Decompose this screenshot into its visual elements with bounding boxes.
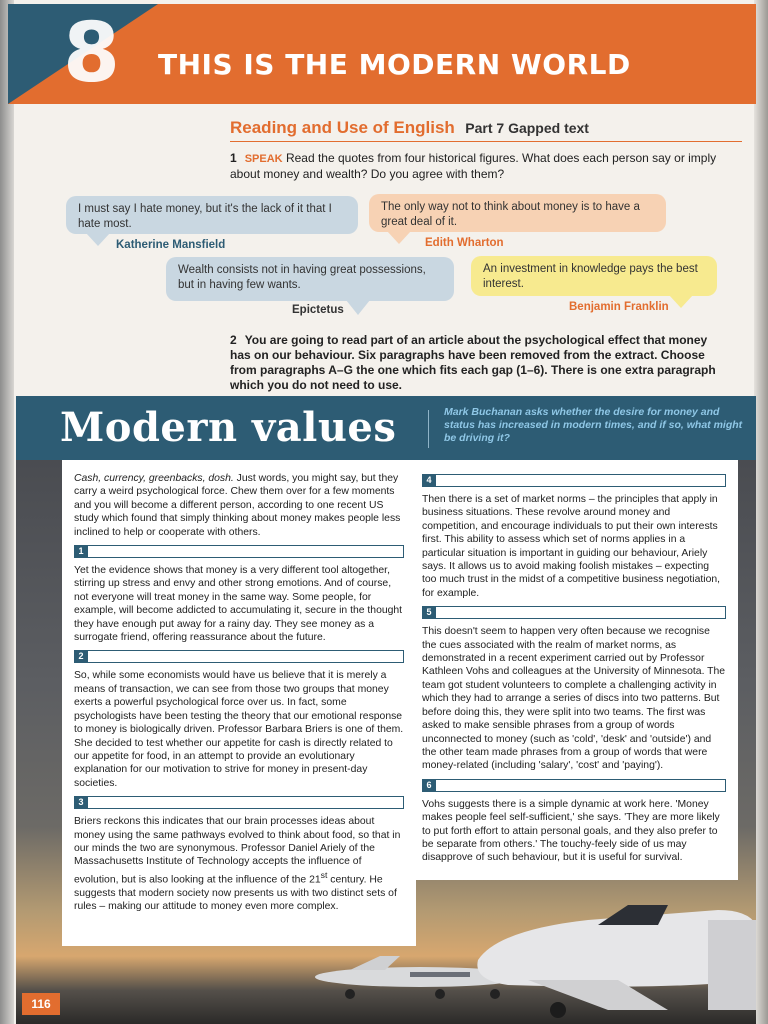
task-1 <box>230 151 730 182</box>
gap-3[interactable] <box>74 796 404 809</box>
unit-number: 8 <box>63 6 121 101</box>
quote-author: Edith Wharton <box>425 237 504 249</box>
gap-2[interactable] <box>74 650 404 663</box>
task-2-text: You are going to read part of an article about the psychological effect that money has on our behaviour. Six paragraphs have been removed from the extract. Choose from paragraphs A–G the one which fits each gap (1–6). There is one extra paragraph which you do not need to use. <box>230 333 716 392</box>
article-title: Modern values <box>60 404 397 451</box>
gap-number: 1 <box>74 545 88 558</box>
gap-number: 6 <box>422 779 436 792</box>
gap-6[interactable] <box>422 779 726 792</box>
task-2 <box>230 333 730 393</box>
article-paragraph: This doesn't seem to happen very often because we recognise the cues associated with the realm of market norms, as demonstrated in a recent experiment carried out by Professor Kathleen Vohs and colleagues at the University of Minnesota. The team got student volunteers to complete a challenging activity in which they had to arrange a series of discs into two patterns. But before doing this, they were split into two teams. The first was asked to make sensible phrases from a group of words unconnected to money (such as 'cold', 'desk' and 'outside') and the other team made phrases from a group of words that were money-related (including 'salary', 'cost' and 'paying'). <box>422 626 726 772</box>
quote-bubble-mansfield <box>66 196 358 234</box>
superscript: st <box>320 869 328 880</box>
gap-answer-box[interactable] <box>436 606 726 619</box>
gap-answer-box[interactable] <box>88 545 404 558</box>
quote-text: Wealth consists not in having great possessions, but in having few wants. <box>178 264 426 291</box>
bubble-tail <box>669 295 693 308</box>
gap-number: 5 <box>422 606 436 619</box>
header-divider <box>428 410 429 448</box>
bubble-tail <box>86 233 110 246</box>
article-column-right <box>410 460 738 880</box>
quote-author: Benjamin Franklin <box>569 301 669 313</box>
gap-answer-box[interactable] <box>436 779 726 792</box>
quote-text: The only way not to think about money is to have a great deal of it. <box>381 201 640 228</box>
article-paragraph <box>74 815 404 913</box>
section-heading <box>230 118 742 142</box>
quote-author: Katherine Mansfield <box>116 239 226 251</box>
task-1-number: 1 <box>230 151 237 165</box>
private-jet-icon <box>468 880 756 1020</box>
gap-number: 3 <box>74 796 88 809</box>
gap-answer-box[interactable] <box>88 650 404 663</box>
gap-answer-box[interactable] <box>88 796 404 809</box>
quote-bubble-franklin <box>471 256 717 296</box>
bubble-tail <box>387 231 411 244</box>
quote-bubble-epictetus <box>166 257 454 301</box>
task-1-text: Read the quotes from four historical figures. What does each person say or imply about money and wealth? Do you agree with them? <box>230 151 717 181</box>
task-2-number: 2 <box>230 333 237 347</box>
section-subtitle: Part 7 Gapped text <box>465 120 589 136</box>
gap-4[interactable] <box>422 474 726 487</box>
quote-author: Epictetus <box>292 304 344 316</box>
speak-label: SPEAK <box>244 153 283 165</box>
book-spine <box>0 0 14 1024</box>
gap-number: 4 <box>422 474 436 487</box>
paragraph-part: century. He suggests that modern society now presents us with two distinct sets of rules – making our attitude to money even more complex. <box>74 874 397 913</box>
intro-italic: Cash, currency, greenbacks, dosh. <box>74 473 234 484</box>
page-edge <box>754 0 768 1024</box>
article-intro <box>74 460 404 539</box>
unit-banner <box>8 4 756 104</box>
unit-title: THIS IS THE MODERN WORLD <box>158 48 631 81</box>
quote-bubble-wharton <box>369 194 666 232</box>
article-standfirst: Mark Buchanan asks whether the desire for money and status has increased in modern times, and if so, what might be driving it? <box>444 406 743 444</box>
bubble-tail <box>346 300 370 315</box>
quote-text: I must say I hate money, but it's the lack of it that I hate most. <box>78 203 332 230</box>
gap-5[interactable] <box>422 606 726 619</box>
article-header <box>16 396 756 460</box>
intro-text: Just words, you might say, but they carry a weird psychological force. Chew them over for a few moments and you will become a different person, according to one recent US study which found that simply thinking about money makes people less inclined to help or cooperate with others. <box>74 473 401 538</box>
article-paragraph: Vohs suggests there is a simple dynamic at work here. 'Money makes people feel self-sufficient,' she says. 'They are more likely to put forth effort to attain personal goals, and they also prefer to be separate from others.' The touchy-feely side of us may disapprove of such behaviour, but it is useful for survival. <box>422 798 720 864</box>
article-paragraph: Then there is a set of market norms – the principles that apply in business situations. These revolve around money and competition, and encourage individuals to put their own interests first. This ability to assess which set of norms applies in a particular situation is important in guiding our behaviour, Ariely says. It allows us to avoid making foolish mistakes – expecting too much trust in the midst of a competitive business negotiation, for example. <box>422 494 721 599</box>
paragraph-part: Briers reckons this indicates that our brain processes ideas about money using the same pathways evolved to think about food, so that in our minds the two are synonymous. Professor Daniel Ariely of the Massachusetts Institute of Technology accepts the influence of evolution, but is also looking at the influence of the 21 <box>74 816 401 886</box>
gap-1[interactable] <box>74 545 404 558</box>
article-column-left <box>62 460 416 946</box>
section-title: Reading and Use of English <box>230 118 455 137</box>
page-number: 116 <box>22 993 60 1015</box>
quote-text: An investment in knowledge pays the best interest. <box>483 263 698 290</box>
article-paragraph: So, while some economists would have us believe that it is merely a means of transaction, we can see from those two groups that money exerts a powerful psychological force over us. In fact, some psychologists have been testing the theory that our emotional response to money is biologically driven. Professor Barbara Briers is one of them. She decided to test whether our appetite for cash is directly related to our appetite for food, in an attempt to provide an evolutionary explanation for our motivation to strive for money in present-day societies. <box>74 670 404 789</box>
gap-number: 2 <box>74 650 88 663</box>
gap-answer-box[interactable] <box>436 474 726 487</box>
article-paragraph: Yet the evidence shows that money is a very different tool altogether, stirring up stress and envy and other strong emotions. And of course, not everyone will treat money in the same way. Some people, for example, will become addicted to accumulating it, secure in the thought they have enough put away for a rainy day. They see money as a surrogate friend, offering reassurance about the future. <box>74 565 403 644</box>
